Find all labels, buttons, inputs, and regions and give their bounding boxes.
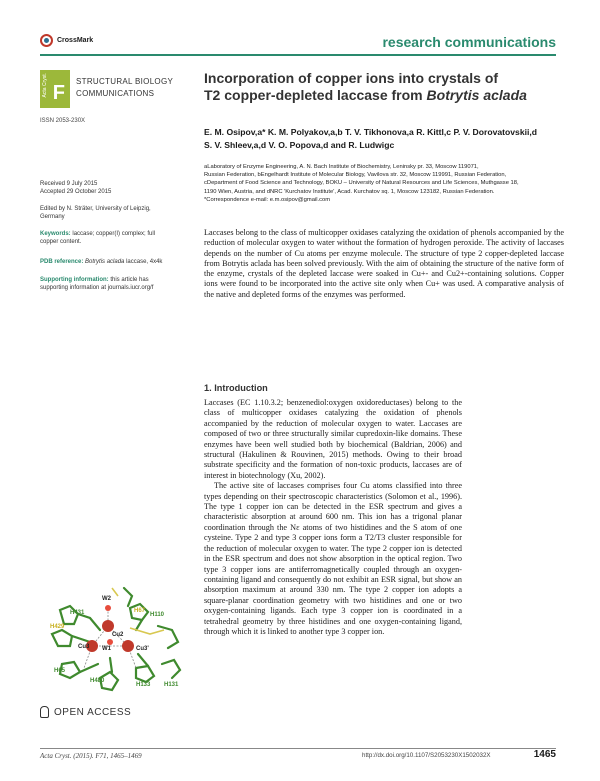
article-title: [204, 70, 564, 104]
open-access-label: OPEN ACCESS: [54, 706, 132, 718]
keywords-text: laccase; copper(I) complex; full copper content.: [40, 231, 156, 245]
fig-label: H67: [134, 608, 146, 614]
dates: [40, 180, 192, 196]
crossmark-label: CrossMark: [57, 37, 94, 44]
water-atom: [107, 639, 113, 645]
affiliations: [204, 163, 564, 204]
copper-atom: [122, 640, 134, 652]
authors-line2: S. V. Shleev,a,d V. O. Popova,d and R. Ludwigc: [204, 140, 395, 150]
journal-logo-letter: F: [52, 82, 65, 104]
fig-label: H110: [150, 612, 165, 618]
footer-rule: [40, 748, 556, 749]
intro-heading: 1. Introduction: [204, 383, 268, 393]
journal-logo: [40, 70, 70, 108]
crossmark-badge[interactable]: [40, 34, 93, 47]
section-label: research communications: [382, 34, 556, 50]
fig-label: H131: [164, 682, 179, 688]
title-line1: Incorporation of copper ions into crystals of: [204, 70, 499, 86]
title-line2-text: T2 copper-depleted laccase from: [204, 87, 427, 103]
open-access-icon: [40, 706, 49, 718]
water-atom: [105, 605, 111, 611]
supp-text[interactable]: this article has supporting information at journals.iucr.org/f: [40, 277, 154, 291]
intro-paragraph: Laccases (EC 1.10.3.2; benzenediol:oxygen oxidoreductases) belong to the class of multicopper oxidases catalyzing the oxidation of phenols accompanied by the reduction of molecular oxygen to water. Laccases are composed of two or three structurally similar cupredoxin-like domains. These enzymes have been well studied both by biochemical (Baldrian, 2006) and structural (Hakulinen & Rouvinen, 2015) methods. Owing to their broad substrate specificity and the formation of non-toxic products, laccases are of interest in biotechnology (Xu, 2002).: [204, 398, 462, 480]
authors-line1: E. M. Osipov,a* K. M. Polyakov,a,b T. V. Tikhonova,a R. Kittl,c P. V. Dorovatovskii,d: [204, 127, 538, 137]
title-species: Botrytis aclada: [426, 87, 527, 103]
author-list: [204, 126, 564, 152]
supporting-info: [40, 276, 170, 292]
abstract-text: Laccases belong to the class of multicopper oxidases catalyzing the oxidation of phenols accompanied by the reduction of molecular oxygen to water without the formation of hydrogen peroxide. The activity of laccases depends on the number of Cu atoms per enzyme molecule. The structure of type 2 copper-depleted laccase from Botrytis aclada has been solved previously. With the aim of obtaining the structure of the native form of the enzyme, crystals of the depleted laccase were soaked in Cu+- and Cu2+-containing solutions. Copper ions were found to be incorporated into the active site only when Cu+ was used. A comparative analysis of the native and depleted forms of the enzymes was performed.: [204, 228, 564, 299]
fig-label: H480: [90, 678, 105, 684]
affiliation-line: aLaboratory of Enzyme Engineering, A. N. Bach Institute of Biochemistry, Leninsky pr. 33, Moscow 119071,: [204, 164, 479, 170]
header-rule: [40, 54, 556, 56]
crossmark-icon: [40, 34, 53, 47]
journal-name-line1: STRUCTURAL BIOLOGY: [76, 77, 174, 86]
pdb-species: Botrytis aclada: [85, 259, 125, 265]
affiliation-line: 1190 Wien, Austria, and dNRC 'Kurchatov Institute', Acad. Kurchatov sq. 1, Moscow 123182, Russian Federation.: [204, 188, 495, 195]
fig-label: H429: [50, 624, 65, 630]
active-site-figure: [40, 568, 192, 698]
pdb-reference: [40, 258, 192, 266]
fig-label: Cu3': [136, 646, 149, 652]
footer-doi[interactable]: http://dx.doi.org/10.1107/S2053230X1502032X: [362, 752, 491, 759]
keywords: [40, 230, 170, 246]
fig-label: Cu3: [78, 644, 90, 650]
fig-label: H431: [70, 610, 85, 616]
fig-label: W2: [102, 596, 111, 602]
journal-name: [76, 76, 173, 100]
affiliation-line: cDepartment of Food Science and Technology, BOKU – University of Natural Resources and Life Sciences, Muthgasse 18,: [204, 180, 519, 187]
fig-label: W1: [102, 646, 111, 652]
open-access-badge: [40, 706, 131, 718]
copper-atom: [102, 620, 114, 632]
pdb-code[interactable]: laccase, 4x4k: [126, 259, 163, 265]
fig-label: H133: [136, 682, 151, 688]
correspondence-email[interactable]: *Correspondence e-mail: e.m.osipov@gmail.com: [204, 196, 331, 203]
title-line2: [204, 87, 564, 104]
figure-labels: [50, 596, 179, 688]
received-date: Received 9 July 2015: [40, 181, 98, 187]
abstract: [204, 228, 564, 300]
footer-citation: Acta Cryst. (2015). F71, 1465–1469: [40, 752, 142, 760]
affiliation-line: Russian Federation, bEngelhardt Institute of Molecular Biology, Vavilova str. 32, Moscow 119991, Russian Federation,: [204, 172, 507, 179]
accepted-date: Accepted 29 October 2015: [40, 189, 112, 195]
intro-body: [204, 398, 462, 637]
intro-paragraph: The active site of laccases comprises four Cu atoms classified into three types depending on their spectroscopic characteristics (Solomon et al., 1996). The type 1 copper ion can be detected in the ESR spectrum and gives a characteristic absorption at around 600 nm. This ion has a trigonal planar coordination through the Nε atoms of two histidines and the S atom of one cysteine. Type 2 and type 3 copper ions form a T2/T3 cluster responsible for the reduction of molecular oxygen to water. The type 2 copper ion is detected in the ESR spectrum and does not show absorption in the optical region. Two type 3 copper ions are antiferromagnetically coupled through an oxygen-containing ligand and consequently do not exhibit an ESR signal, but show an absorption maximum at around 330 nm. The type 2 copper ion adopts a square-planar coordination geometry with two histidines and one or two oxygen-containing ligands. Each type 3 copper ion is coordinated in a tetrahedral geometry by three histidines and one oxygen-containing ligand, through which it is linked to another type 3 copper ion.: [204, 481, 462, 636]
page-number: 1465: [533, 749, 556, 760]
supp-label: Supporting information:: [40, 277, 109, 283]
journal-logo-vertical: Acta Cryst.: [42, 73, 48, 98]
pdb-label: PDB reference:: [40, 259, 84, 265]
fig-label: H65: [54, 668, 66, 674]
fig-label: Cu2: [112, 632, 124, 638]
issn: ISSN 2053-230X: [40, 118, 86, 124]
journal-name-line2: COMMUNICATIONS: [76, 89, 155, 98]
editor: Edited by N. Sträter, University of Leipzig, Germany: [40, 206, 151, 220]
residue-sticks: [52, 588, 180, 690]
keywords-label: Keywords:: [40, 231, 71, 237]
